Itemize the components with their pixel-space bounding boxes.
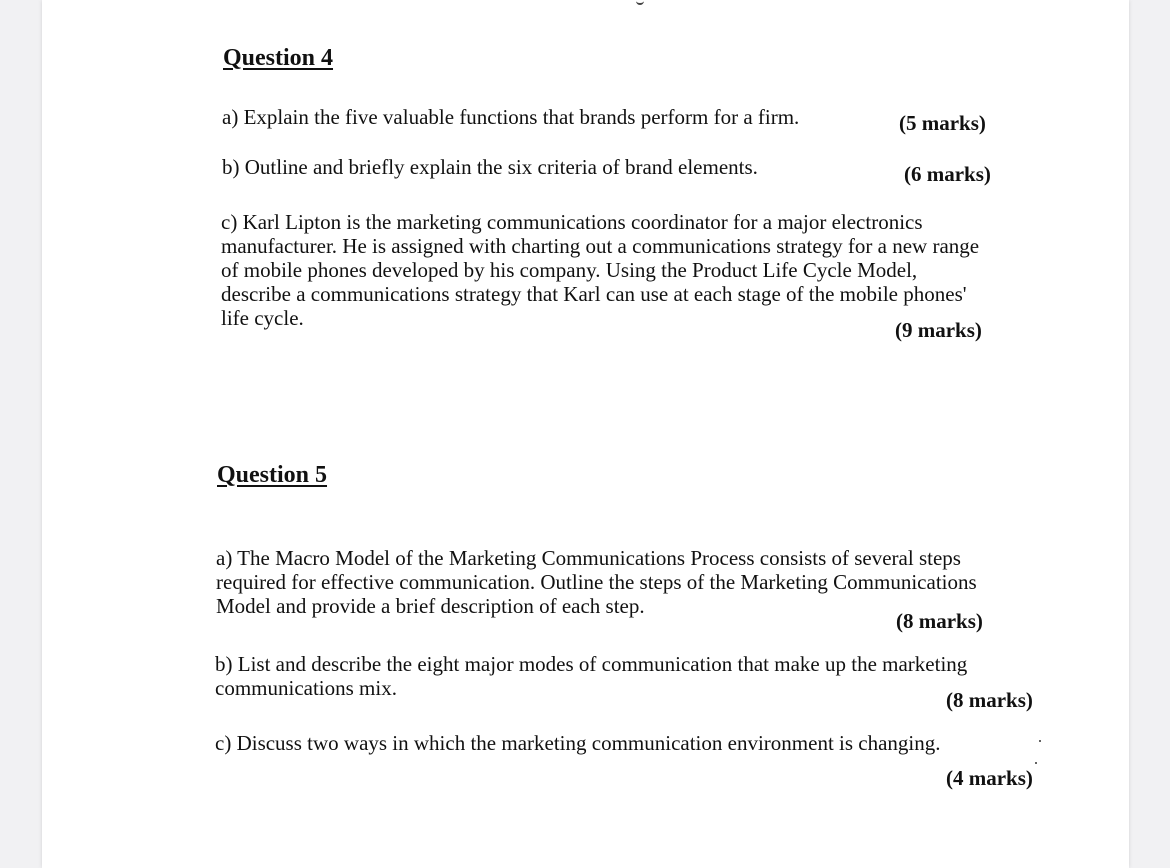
stray-dot	[1035, 762, 1037, 764]
question-5c-text	[215, 731, 941, 755]
question-4c-line: c) Karl Lipton is the marketing communications coordinator for a major electronics	[221, 210, 923, 234]
question-5a-line: required for effective communication. Outline the steps of the Marketing Communications	[216, 570, 977, 594]
question-4b-line: b) Outline and briefly explain the six criteria of brand elements.	[222, 155, 758, 179]
question-5a-marks: (8 marks)	[896, 609, 983, 633]
question-4b-text	[222, 155, 758, 179]
question-4c-text	[221, 210, 979, 330]
question-5-heading: Question 5	[217, 462, 328, 488]
stray-dot	[1039, 740, 1041, 742]
question-5a-line: a) The Macro Model of the Marketing Communications Process consists of several steps	[216, 546, 961, 570]
question-4-heading: Question 4	[223, 45, 334, 71]
question-5c-marks: (4 marks)	[946, 766, 1033, 790]
document-page	[42, 0, 1129, 868]
question-4a-line: a) Explain the five valuable functions that brands perform for a firm.	[222, 105, 800, 129]
question-5b-text	[215, 652, 967, 700]
question-4a-text	[222, 105, 799, 129]
question-4c-line: life cycle.	[221, 306, 304, 330]
question-4c-line: describe a communications strategy that Karl can use at each stage of the mobile phones'	[221, 282, 967, 306]
question-5a-line: Model and provide a brief description of each step.	[216, 594, 645, 618]
question-5a-text	[216, 546, 977, 618]
question-5b-line: b) List and describe the eight major modes of communication that make up the marketing	[215, 652, 968, 676]
question-4c-marks: (9 marks)	[895, 318, 982, 342]
question-5c-line: c) Discuss two ways in which the marketing communication environment is changing.	[215, 731, 941, 755]
exam-questions	[42, 0, 1129, 868]
question-4a-marks: (5 marks)	[899, 111, 986, 135]
question-4c-line: of mobile phones developed by his company. Using the Product Life Cycle Model,	[221, 258, 918, 282]
question-5b-line: communications mix.	[215, 676, 397, 700]
question-4c-line: manufacturer. He is assigned with charting out a communications strategy for a new range	[221, 234, 980, 258]
question-4b-marks: (6 marks)	[904, 162, 991, 186]
question-5b-marks: (8 marks)	[946, 688, 1033, 712]
